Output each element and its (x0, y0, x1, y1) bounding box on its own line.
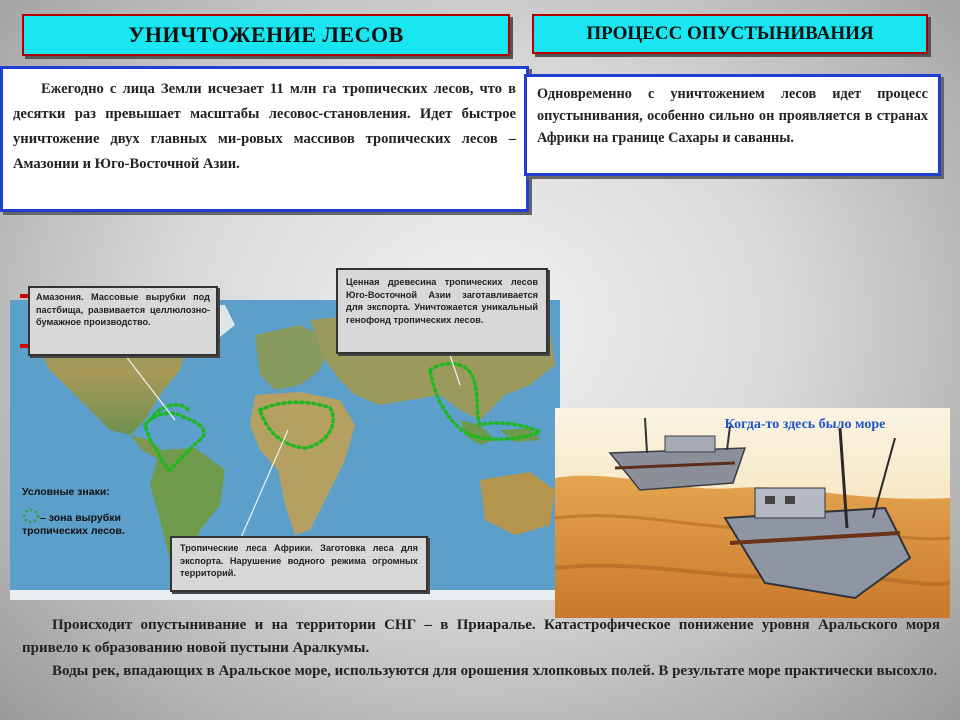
bottom-paragraph-1: Происходит опустынивание и на территории СНГ – в Приаралье. Катастрофическое понижение уровня Аральского моря привело к образованию новой пустыни Аралкумы. (22, 617, 940, 656)
callout-africa (170, 536, 428, 592)
aral-sea-photo (555, 408, 950, 618)
callout-southeast-asia (336, 268, 548, 354)
deforestation-title (22, 14, 510, 56)
red-marker-2 (20, 344, 28, 348)
bottom-text (22, 614, 940, 683)
desertification-text: Одновременно с уничтожением лесов идет процесс опустынивания, особенно сильно он проявляется в странах Африки на границе Сахары и саванны. (537, 86, 928, 146)
bottom-paragraph-2: Воды рек, впадающих в Аральское море, используются для орошения хлопковых полей. В результате море практически высохло. (52, 663, 938, 679)
legend-item-text: – зона вырубки тропических лесов. (22, 512, 125, 537)
map-legend (22, 486, 172, 538)
deforestation-textbox (0, 66, 529, 212)
callout-africa-text: Тропические леса Африки. Заготовка леса для экспорта. Нарушение водного режима огромных территорий. (180, 543, 418, 578)
callout-amazon-text: Амазония. Массовые вырубки под пастбища, развивается целлюлозно-бумажное производство. (36, 292, 210, 327)
deforestation-text: Ежегодно с лица Земли исчезает 11 млн га тропических лесов, что в десятки раз превышает масштабы лесовос-становления. Идет быстрое уничтожение двух главных ми-ровых массивов тропических лесов – Амазонии и Юго-Восточной Азии. (13, 81, 516, 172)
photo-caption: Когда-то здесь было море (724, 417, 886, 432)
legend-title: Условные знаки: (22, 486, 110, 498)
red-marker-1 (20, 294, 28, 298)
legend-dotted-circle-icon (22, 508, 40, 524)
legend-row (22, 508, 172, 538)
ships-in-desert-illustration (555, 408, 950, 618)
desertification-title (532, 14, 928, 54)
callout-amazon (28, 286, 218, 356)
deforestation-title-text: УНИЧТОЖЕНИЕ ЛЕСОВ (128, 22, 404, 47)
desertification-title-text: ПРОЦЕСС ОПУСТЫНИВАНИЯ (586, 23, 874, 44)
desertification-textbox (524, 74, 941, 176)
callout-southeast-asia-text: Ценная древесина тропических лесов Юго-Восточной Азии заготавливается для экспорта. Уничтожается уникальный генофонд тропических лесов. (346, 277, 538, 325)
